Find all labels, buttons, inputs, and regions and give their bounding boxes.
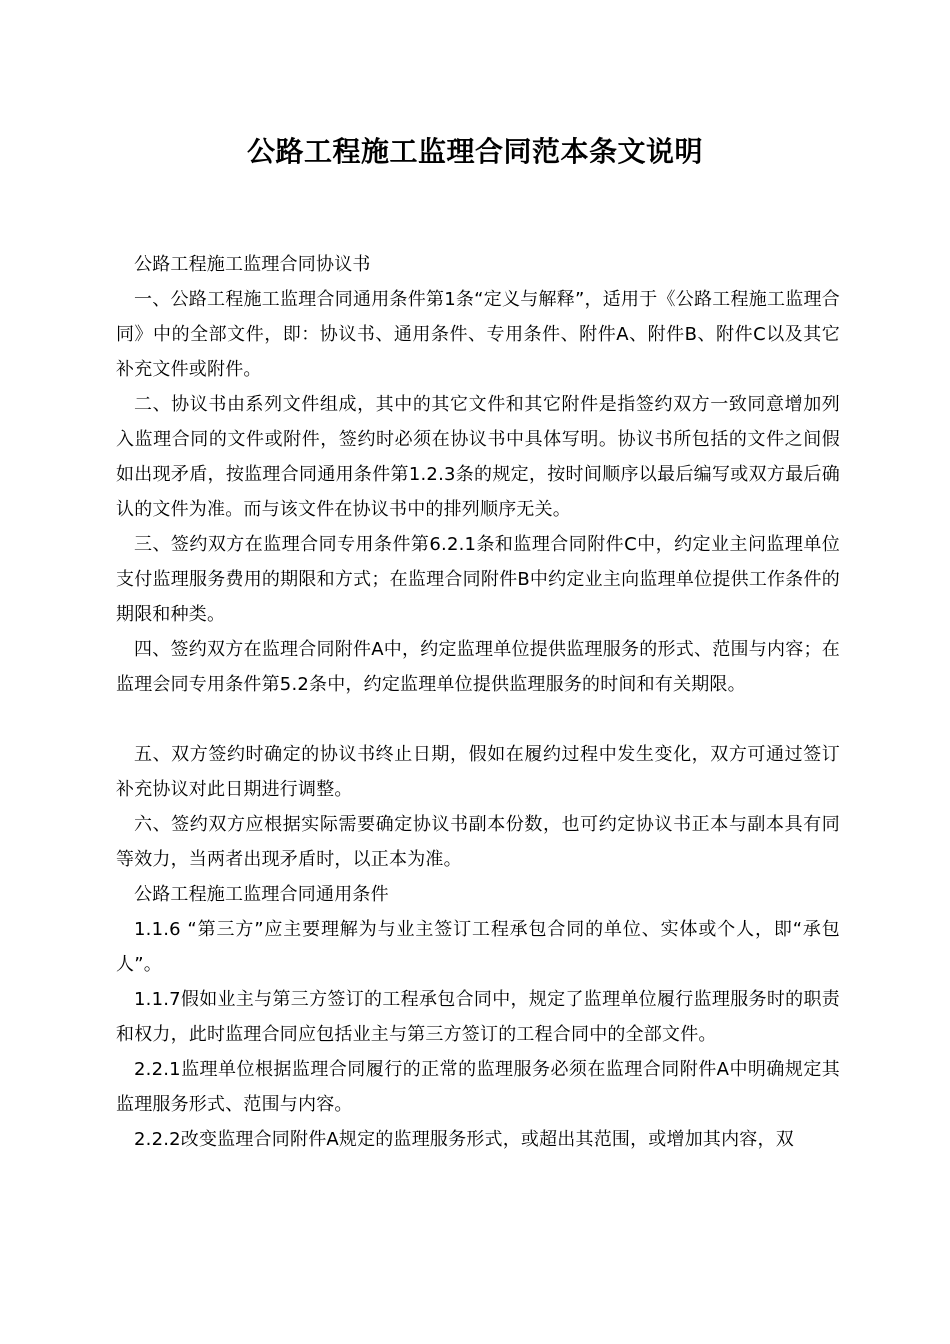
document-title: 公路工程施工监理合同范本条文说明 xyxy=(246,135,703,168)
paragraph: 三、签约双方在监理合同专用条件第6.2.1条和监理合同附件C中，约定业主问监理单位支付监理服务费用的期限和方式；在监理合同附件B中约定业主向监理单位提供工作条件的期限和种类。 xyxy=(116,534,840,625)
paragraph: 四、签约双方在监理合同附件A中，约定监理单位提供监理服务的形式、范围与内容；在监理会同专用条件第5.2条中，约定监理单位提供监理服务的时间和有关期限。 xyxy=(116,639,840,695)
paragraph: 2.2.2改变监理合同附件A规定的监理服务形式，或超出其范围，或增加其内容，双 xyxy=(134,1129,794,1150)
paragraph: 五、双方签约时确定的协议书终止日期，假如在履约过程中发生变化，双方可通过签订补充协议对此日期进行调整。 xyxy=(116,744,840,800)
paragraph: 1.1.6 “第三方”应主要理解为与业主签订工程承包合同的单位、实体或个人，即“承包人”。 xyxy=(116,919,840,975)
section-heading-general-conditions: 公路工程施工监理合同通用条件 xyxy=(134,884,389,905)
section-heading-agreement: 公路工程施工监理合同协议书 xyxy=(134,254,371,275)
paragraph: 1.1.7假如业主与第三方签订的工程承包合同中，规定了监理单位履行监理服务时的职责和权力，此时监理合同应包括业主与第三方签订的工程合同中的全部文件。 xyxy=(116,989,840,1045)
paragraph: 一、公路工程施工监理合同通用条件第1条“定义与解释”，适用于《公路工程施工监理合同》中的全部文件，即：协议书、通用条件、专用条件、附件A、附件B、附件C以及其它补充文件或附件。 xyxy=(116,289,840,380)
paragraph: 2.2.1监理单位根据监理合同履行的正常的监理服务必须在监理合同附件A中明确规定其监理服务形式、范围与内容。 xyxy=(116,1059,840,1115)
paragraph: 二、协议书由系列文件组成，其中的其它文件和其它附件是指签约双方一致同意增加列入监理合同的文件或附件，签约时必须在协议书中具体写明。协议书所包括的文件之间假如出现矛盾，按监理合同通用条件第1.2.3条的规定，按时间顺序以最后编写或双方最后确认的文件为准。而与该文件在协议书中的排列顺序无关。 xyxy=(116,394,840,520)
document-body xyxy=(116,247,840,1157)
paragraph: 六、签约双方应根据实际需要确定协议书副本份数，也可约定协议书正本与副本具有同等效力，当两者出现矛盾时，以正本为准。 xyxy=(116,814,840,870)
